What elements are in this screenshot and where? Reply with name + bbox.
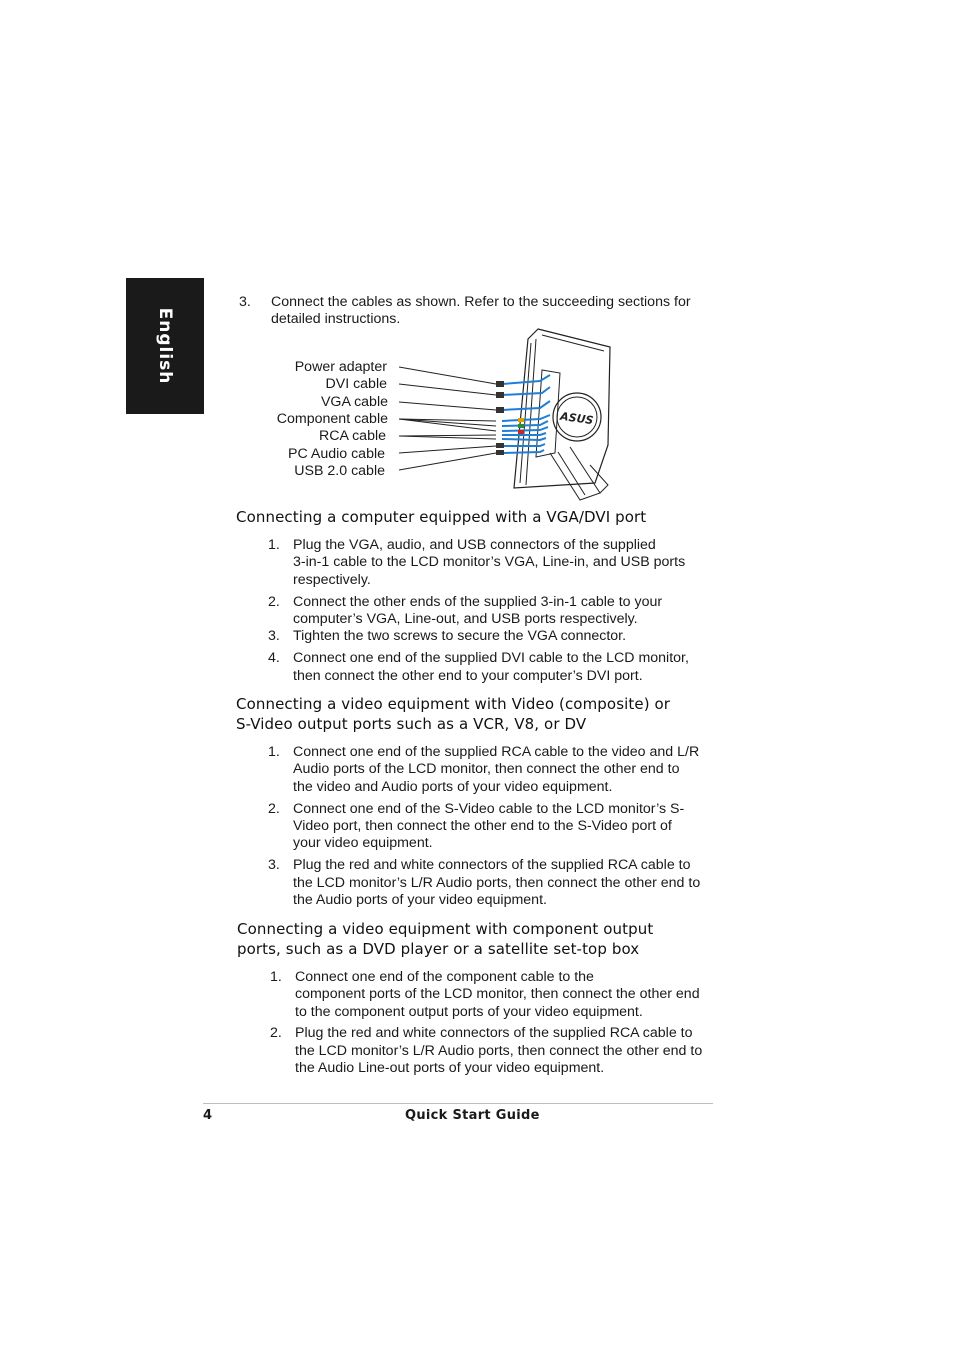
s2-item-3-line-3: the Audio ports of your video equipment.: [293, 892, 547, 908]
s1-item-4-number: 4.: [268, 650, 280, 666]
s2-item-1-number: 1.: [268, 744, 280, 760]
s1-item-4-line-1: Connect one end of the supplied DVI cable to the LCD monitor,: [293, 650, 689, 666]
section-2-heading-line-1: Connecting a video equipment with Video (composite) or: [236, 695, 671, 713]
s1-item-1-line-3: respectively.: [293, 572, 371, 588]
label-component-cable: Component cable: [276, 411, 388, 427]
s2-item-2-line-1: Connect one end of the S-Video cable to the LCD monitor’s S-: [293, 801, 685, 817]
cable-component-3: [502, 427, 548, 431]
plug-component-green: [518, 424, 524, 428]
section-3-heading-line-2: ports, such as a DVD player or a satellite set-top box: [237, 940, 640, 958]
stand-leg: [550, 447, 600, 500]
label-usb-cable: USB 2.0 cable: [294, 463, 385, 479]
leader-power-adapter: [399, 367, 496, 384]
intro-line-2: detailed instructions.: [271, 311, 401, 327]
s2-item-2-line-3: your video equipment.: [293, 835, 433, 851]
s2-item-3-number: 3.: [268, 857, 280, 873]
section-3-heading-line-1: Connecting a video equipment with component output: [237, 920, 654, 938]
label-vga-cable: VGA cable: [320, 394, 388, 410]
plug-component-red: [518, 430, 524, 434]
leader-vga-cable: [399, 402, 496, 410]
s3-item-1-line-1: Connect one end of the component cable to the: [295, 969, 594, 985]
plug-component-yellow: [518, 418, 524, 422]
section-2-heading-line-2: S-Video output ports such as a VCR, V8, or DV: [236, 715, 587, 733]
s2-item-3-line-1: Plug the red and white connectors of the supplied RCA cable to: [293, 857, 691, 873]
brand-logo: ASUS: [559, 409, 595, 428]
connector-panel: [536, 370, 560, 457]
monitor-side-edge-2: [526, 339, 536, 485]
leader-pc-audio: [399, 446, 496, 453]
s2-item-1-line-2: Audio ports of the LCD monitor, then connect the other end to: [293, 761, 680, 777]
section-1-heading: Connecting a computer equipped with a VGA/DVI port: [236, 508, 647, 526]
s1-item-2-number: 2.: [268, 594, 280, 610]
cable-dvi: [502, 387, 550, 395]
s1-item-2-line-1: Connect the other ends of the supplied 3-in-1 cable to your: [293, 594, 663, 610]
s2-item-1-line-3: the video and Audio ports of your video equipment.: [293, 779, 613, 795]
intro-line-1: Connect the cables as shown. Refer to the succeeding sections for: [271, 294, 691, 310]
stand-leg-edge: [558, 452, 585, 495]
s2-item-3-line-2: the LCD monitor’s L/R Audio ports, then connect the other end to: [293, 875, 701, 891]
language-tab: [126, 278, 204, 414]
leader-usb: [399, 453, 496, 470]
leader-rca-b: [399, 436, 496, 439]
plug-vga: [496, 407, 504, 413]
s3-item-1-number: 1.: [270, 969, 282, 985]
label-pc-audio-cable: PC Audio cable: [287, 446, 385, 462]
cable-component-1: [502, 415, 550, 421]
plug-audio: [496, 443, 504, 448]
s3-item-1-line-2: component ports of the LCD monitor, then connect the other end: [295, 986, 700, 1002]
language-tab-label: English: [155, 307, 175, 385]
s1-item-1-line-1: Plug the VGA, audio, and USB connectors of the supplied: [293, 537, 656, 553]
s1-item-1-line-2: 3-in-1 cable to the LCD monitor’s VGA, Line-in, and USB ports: [293, 554, 686, 570]
page-number: 4: [203, 1108, 213, 1123]
plug-dvi: [496, 392, 504, 398]
s3-item-2-number: 2.: [270, 1025, 282, 1041]
s3-item-2-line-3: the Audio Line-out ports of your video equipment.: [295, 1060, 605, 1076]
s1-item-3-line-1: Tighten the two screws to secure the VGA connector.: [293, 628, 627, 644]
footer-rule: [203, 1103, 713, 1104]
stand-foot: [590, 465, 608, 493]
leader-rca-a: [399, 435, 496, 436]
s3-item-1-line-3: to the component output ports of your video equipment.: [295, 1004, 643, 1020]
plug-power: [496, 381, 504, 387]
s3-item-2-line-1: Plug the red and white connectors of the supplied RCA cable to: [295, 1025, 693, 1041]
footer-title: Quick Start Guide: [405, 1108, 540, 1123]
s2-item-2-number: 2.: [268, 801, 280, 817]
s1-item-1-number: 1.: [268, 537, 280, 553]
intro-step-number: 3.: [239, 294, 251, 310]
s2-item-2-line-2: Video port, then connect the other end to the S-Video port of: [293, 818, 672, 834]
s3-item-2-line-2: the LCD monitor’s L/R Audio ports, then connect the other end to: [295, 1043, 703, 1059]
cable-power: [502, 375, 550, 384]
plug-usb: [496, 450, 504, 455]
s1-item-3-number: 3.: [268, 628, 280, 644]
label-dvi-cable: DVI cable: [325, 376, 387, 392]
s1-item-2-line-2: computer’s VGA, Line-out, and USB ports respectively.: [293, 611, 638, 627]
monitor-rear-illustration: [390, 325, 620, 505]
s1-item-4-line-2: then connect the other end to your computer’s DVI port.: [293, 668, 643, 684]
s2-item-1-line-1: Connect one end of the supplied RCA cable to the video and L/R: [293, 744, 700, 760]
label-power-adapter: Power adapter: [294, 359, 387, 375]
leader-dvi-cable: [399, 384, 496, 395]
label-rca-cable: RCA cable: [318, 428, 386, 444]
